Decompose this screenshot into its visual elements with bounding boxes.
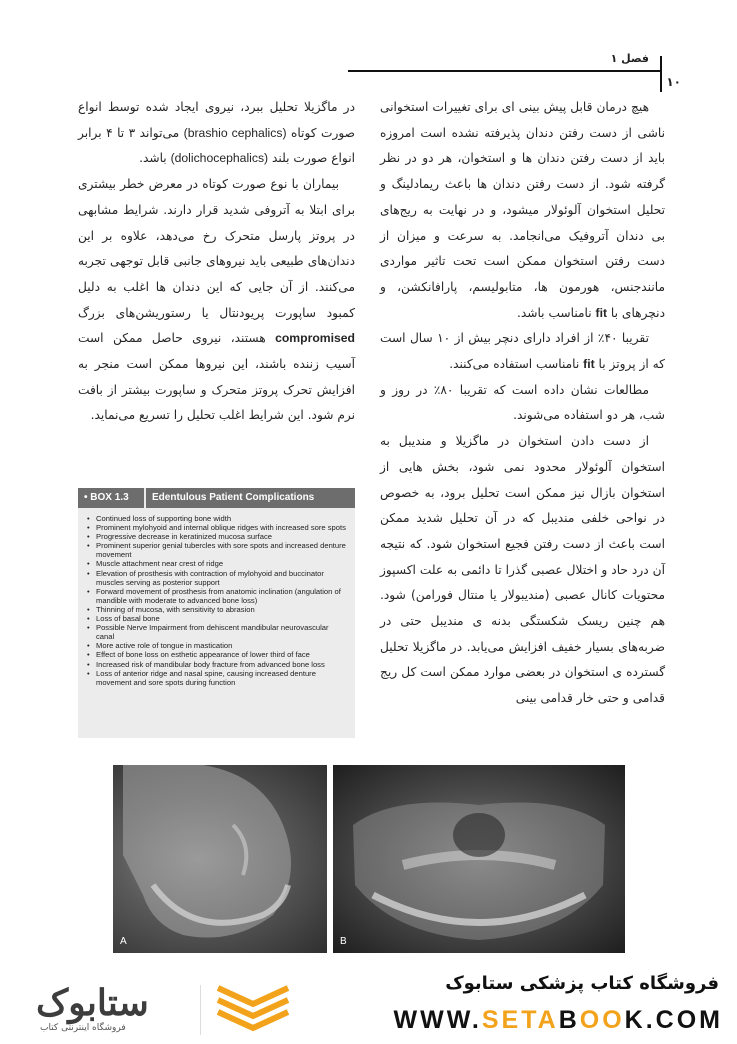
lateral-xray-image — [113, 765, 327, 953]
panoramic-xray-image — [333, 765, 625, 953]
box-list — [86, 514, 348, 687]
header-vertical-rule — [660, 56, 662, 92]
box-header-divider — [144, 488, 146, 508]
box-header — [78, 488, 355, 508]
logo-divider — [200, 985, 201, 1035]
header-rule — [348, 70, 660, 72]
left-text-column — [78, 95, 355, 429]
complications-box — [78, 488, 355, 738]
list-item: • More active role of tongue in mastication — [86, 641, 348, 650]
chapter-title: فصل ۱ — [610, 52, 649, 65]
store-logo: ستابوک — [36, 982, 149, 1023]
list-item: • Loss of anterior ridge and nasal spine, causing increased denture movement and sore spots during function — [86, 669, 348, 687]
list-item: • Thinning of mucosa, with sensitivity to abrasion — [86, 605, 348, 614]
paragraph: در ماگزیلا تحلیل ببرد، نیروی ایجاد شده توسط انواع صورت کوتاه (brashio cephalics) می‌تواند ۳ تا ۴ برابر انواع صورت بلند (dolichocephalics) باشد. — [78, 100, 355, 166]
list-item: • Loss of basal bone — [86, 614, 348, 623]
list-item: • Forward movement of prosthesis from anatomic inclination (angulation of mandible with moderate to advanced bone loss) — [86, 587, 348, 605]
right-text-column — [380, 95, 665, 712]
list-item: • Muscle attachment near crest of ridge — [86, 559, 348, 568]
box-label: • BOX 1.3 — [84, 492, 129, 503]
store-logo-tagline: فروشگاه اینترنتی کتاب — [40, 1023, 126, 1033]
mandible-silhouette — [333, 765, 625, 953]
paragraph: بیماران با نوع صورت کوتاه در معرض خطر بیشتری برای ابتلا به آتروفی شدید قرار دارند. شرایط مشابهی در پروتز پارسل متحرک رخ می‌دهد، علاوه بر این دندان‌های طبیعی باید نیروهای جانبی قابل توجهی تجربه می‌کنند. از آن جایی که این دندان ها اغلب به دلیل کمبود ساپورت پریودنتال یا رستوریشن‌های بزرگ compromised هستند، نیروی حاصل ممکن است آسیب زننده باشند، این نیروها ممکن است منجر به افزایش تحرک پروتز متحرک و ساپورت بیشتر از بافت نرم شود. این شرایط اغلب تحلیل را تسریع می‌نماید. — [78, 177, 355, 423]
image-b-label: B — [340, 936, 347, 947]
term-fit: fit — [595, 305, 608, 320]
paragraph: تقریبا ۴۰٪ از افراد دارای دنچر بیش از ۱۰ سال است که از پروتز با fit نامناسب استفاده می‌کنند. — [380, 331, 665, 372]
image-a-label: A — [120, 936, 127, 947]
list-item: • Prominent mylohyoid and internal oblique ridges with increased sore spots — [86, 523, 348, 532]
term-dolichocephalics: (dolichocephalics) — [170, 151, 269, 166]
list-item: • Increased risk of mandibular body fracture from advanced bone loss — [86, 660, 348, 669]
list-item: • Effect of bone loss on esthetic appearance of lower third of face — [86, 650, 348, 659]
list-item: • Elevation of prosthesis with contraction of mylohyoid and buccinator muscles serving as posterior support — [86, 569, 348, 587]
list-item: • Continued loss of supporting bone width — [86, 514, 348, 523]
book-chevron-icon — [210, 982, 296, 1032]
list-item: • Progressive decrease in keratinized mucosa surface — [86, 532, 348, 541]
store-name: فروشگاه کتاب پزشکی ستابوک — [445, 973, 719, 994]
paragraph: هیچ درمان قابل پیش بینی ای برای تغییرات استخوانی ناشی از دست رفتن دندان پذیرفته نشده است امروزه باید از دست رفتن دندان ها و استخوان، هر دو در نظر گرفته شود. از دست رفتن دندان ها باعث ریمادلینگ و تحلیل استخوان آلوئولار میشود، و در نهایت به ریج‌های بی دندان آتروفیک می‌انجامد. به سرعت و میزان از دست رفتن استخوان ممکن است تحت تاثیر مواردی مانندجنس، هورمون ها، متابولیسم، پارافانکشن، و دنچرهای با fit نامناسب باشد. — [380, 100, 665, 320]
list-item: • Prominent superior genial tubercles with sore spots and increased denture movement — [86, 541, 348, 559]
page-number: ۱۰ — [666, 75, 681, 89]
box-title: Edentulous Patient Complications — [152, 492, 315, 503]
store-url[interactable]: WWW.SETABOOK.COM — [393, 1006, 723, 1034]
term-brashio-cephalics: (brashio cephalics) — [183, 125, 287, 140]
term-compromised: compromised — [275, 331, 355, 346]
list-item: • Possible Nerve Impairment from dehiscent mandibular neurovascular canal — [86, 623, 348, 641]
paragraph: از دست دادن استخوان در ماگزیلا و مندیبل به استخوان آلوئولار محدود نمی شود، بخش هایی از استخوان بازال نیز ممکن است تحلیل برود، به خصوص در نواحی خلفی مندیبل که در آن تحلیل شدید ممکن است باعث از دست رفتن فجیع استخوان شود. که نتیجه آن درد حاد و اختلال عصبی گذرا تا دائمی به علت اکسپوز محتویات کانال عصبی (مندیبولار یا منتال فورامن) شود. هم چنین ریسک شکستگی بدنه ی مندیبل حتی در ضربه‌های بسیار خفیف افزایش می‌یابد. در ماگزیلا تحلیل گسترده ی استخوان در بعضی موارد ممکن است کل ریج قدامی و حتی خار قدامی بینی — [380, 434, 665, 706]
term-fit: fit — [583, 357, 595, 372]
skull-silhouette — [113, 765, 327, 953]
paragraph: مطالعات نشان داده است که تقریبا ۸۰٪ در روز و شب، هر دو استفاده می‌شوند. — [380, 382, 665, 423]
